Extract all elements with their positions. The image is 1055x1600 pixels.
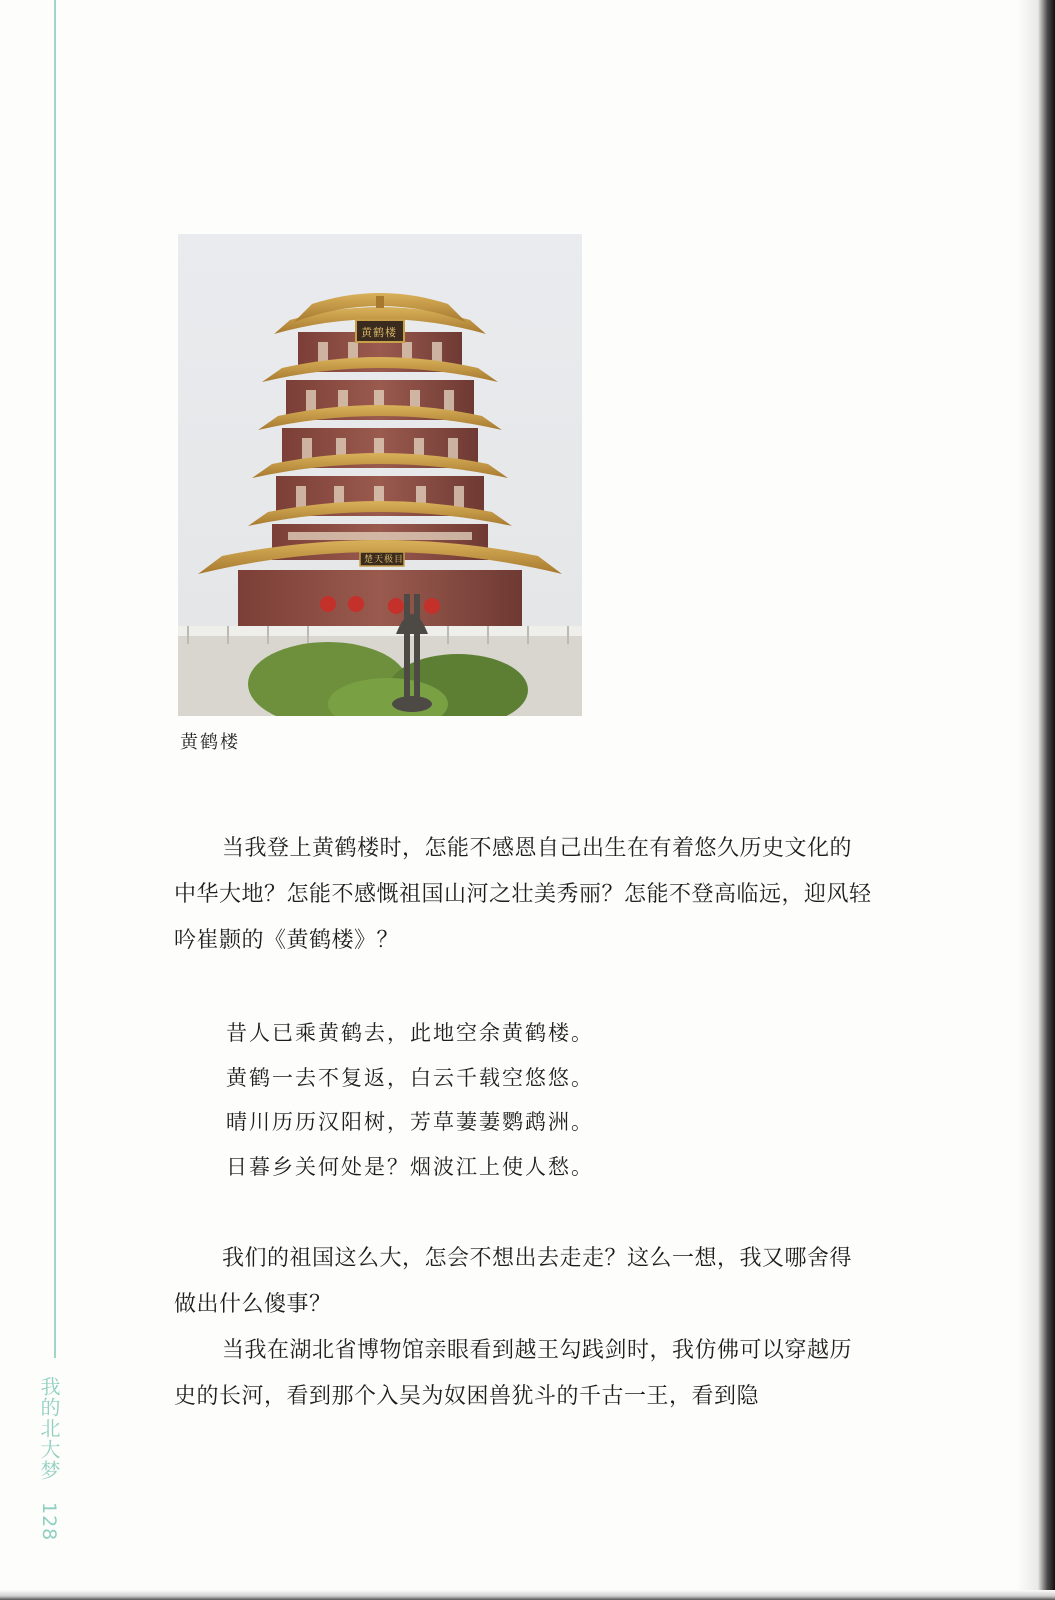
page-edge-shadow	[1017, 0, 1055, 1600]
yellow-crane-tower-photo	[178, 234, 582, 716]
poem	[226, 1011, 846, 1189]
paragraph-1: 当我登上黄鹤楼时，怎能不感恩自己出生在有着悠久历史文化的中华大地？怎能不感慨祖国山河之壮美秀丽？怎能不登高临远，迎风轻吟崔颢的《黄鹤楼》？	[174, 836, 872, 953]
page-bottom-edge	[0, 1590, 1055, 1600]
paragraph-2: 我们的祖国这么大，怎会不想出去走走？这么一想，我又哪舍得做出什么傻事？	[174, 1246, 853, 1317]
book-title: 我的北大梦	[37, 1376, 61, 1481]
paragraph-3: 当我在湖北省博物馆亲眼看到越王勾践剑时，我仿佛可以穿越历史的长河，看到那个入吴为奴困兽犹斗的千古一王，看到隐	[174, 1338, 853, 1409]
poem-line-1: 昔人已乘黄鹤去，此地空余黄鹤楼。	[226, 1021, 594, 1045]
poem-line-3: 晴川历历汉阳树，芳草萋萋鹦鹉洲。	[226, 1110, 594, 1134]
poem-line-2: 黄鹤一去不复返，白云千载空悠悠。	[226, 1065, 594, 1090]
margin-rule	[54, 0, 56, 1358]
tower-sign-bottom: 楚天极目	[364, 555, 405, 565]
figure-caption: 黄鹤楼	[180, 732, 240, 753]
tower-sign-top: 黄鹤楼	[361, 326, 397, 339]
poem-line-4: 日暮乡关何处是？烟波江上使人愁。	[226, 1154, 594, 1179]
running-footer	[30, 1376, 64, 1542]
page-number: 128	[38, 1502, 60, 1542]
